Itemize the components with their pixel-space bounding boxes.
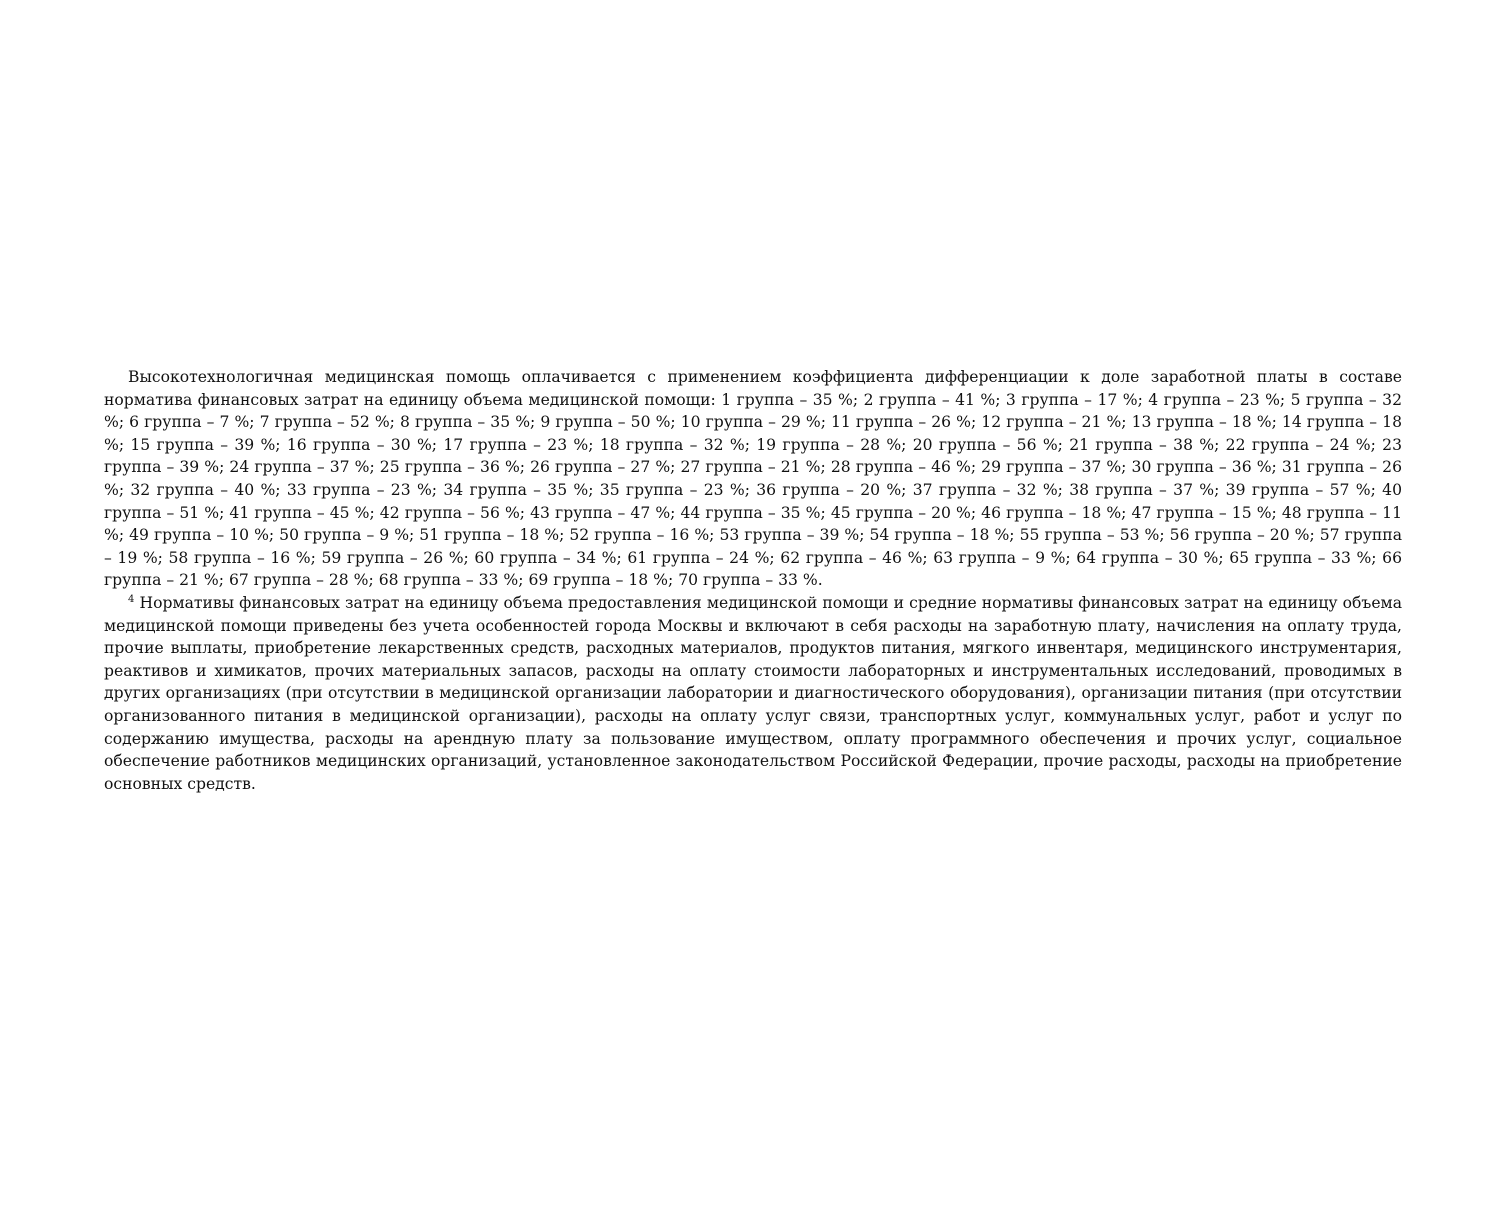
footnote-paragraph: [104, 592, 1402, 795]
document-text-block: [104, 366, 1402, 795]
footnote-text: Нормативы финансовых затрат на единицу объема предоставления медицинской помощи и средние нормативы финансовых затрат на единицу объема медицинской помощи приведены без учета особенностей города Москвы и включают в себя расходы на заработную плату, начисления на оплату труда, прочие выплаты, приобретение лекарственных средств, расходных материалов, продуктов питания, мягкого инвентаря, медицинского инструментария, реактивов и химикатов, прочих материальных запасов, расходы на оплату стоимости лабораторных и инструментальных исследований, проводимых в других организациях (при отсутствии в медицинской организации лаборатории и диагностического оборудования), организации питания (при отсутствии организованного питания в медицинской организации), расходы на оплату услуг связи, транспортных услуг, коммунальных услуг, работ и услуг по содержанию имущества, расходы на арендную плату за пользование имуществом, оплату программного обеспечения и прочих услуг, социальное обеспечение работников медицинских организаций, установленное законодательством Российской Федерации, прочие расходы, расходы на приобретение основных средств.: [104, 593, 1402, 793]
paragraph-high-tech-care: Высокотехнологичная медицинская помощь оплачивается с применением коэффициента дифференциации к доле заработной платы в составе норматива финансовых затрат на единицу объема медицинской помощи: 1 группа – 35 %; 2 группа – 41 %; 3 группа – 17 %; 4 группа – 23 %; 5 группа – 32 %; 6 группа – 7 %; 7 группа – 52 %; 8 группа – 35 %; 9 группа – 50 %; 10 группа – 29 %; 11 группа – 26 %; 12 группа – 21 %; 13 группа – 18 %; 14 группа – 18 %; 15 группа – 39 %; 16 группа – 30 %; 17 группа – 23 %; 18 группа – 32 %; 19 группа – 28 %; 20 группа – 56 %; 21 группа – 38 %; 22 группа – 24 %; 23 группа – 39 %; 24 группа – 37 %; 25 группа – 36 %; 26 группа – 27 %; 27 группа – 21 %; 28 группа – 46 %; 29 группа – 37 %; 30 группа – 36 %; 31 группа – 26 %; 32 группа – 40 %; 33 группа – 23 %; 34 группа – 35 %; 35 группа – 23 %; 36 группа – 20 %; 37 группа – 32 %; 38 группа – 37 %; 39 группа – 57 %; 40 группа – 51 %; 41 группа – 45 %; 42 группа – 56 %; 43 группа – 47 %; 44 группа – 35 %; 45 группа – 20 %; 46 группа – 18 %; 47 группа – 15 %; 48 группа – 11 %; 49 группа – 10 %; 50 группа – 9 %; 51 группа – 18 %; 52 группа – 16 %; 53 группа – 39 %; 54 группа – 18 %; 55 группа – 53 %; 56 группа – 20 %; 57 группа – 19 %; 58 группа – 16 %; 59 группа – 26 %; 60 группа – 34 %; 61 группа – 24 %; 62 группа – 46 %; 63 группа – 9 %; 64 группа – 30 %; 65 группа – 33 %; 66 группа – 21 %; 67 группа – 28 %; 68 группа – 33 %; 69 группа – 18 %; 70 группа – 33 %.: [104, 368, 1402, 590]
footnote-number: 4: [128, 593, 135, 605]
